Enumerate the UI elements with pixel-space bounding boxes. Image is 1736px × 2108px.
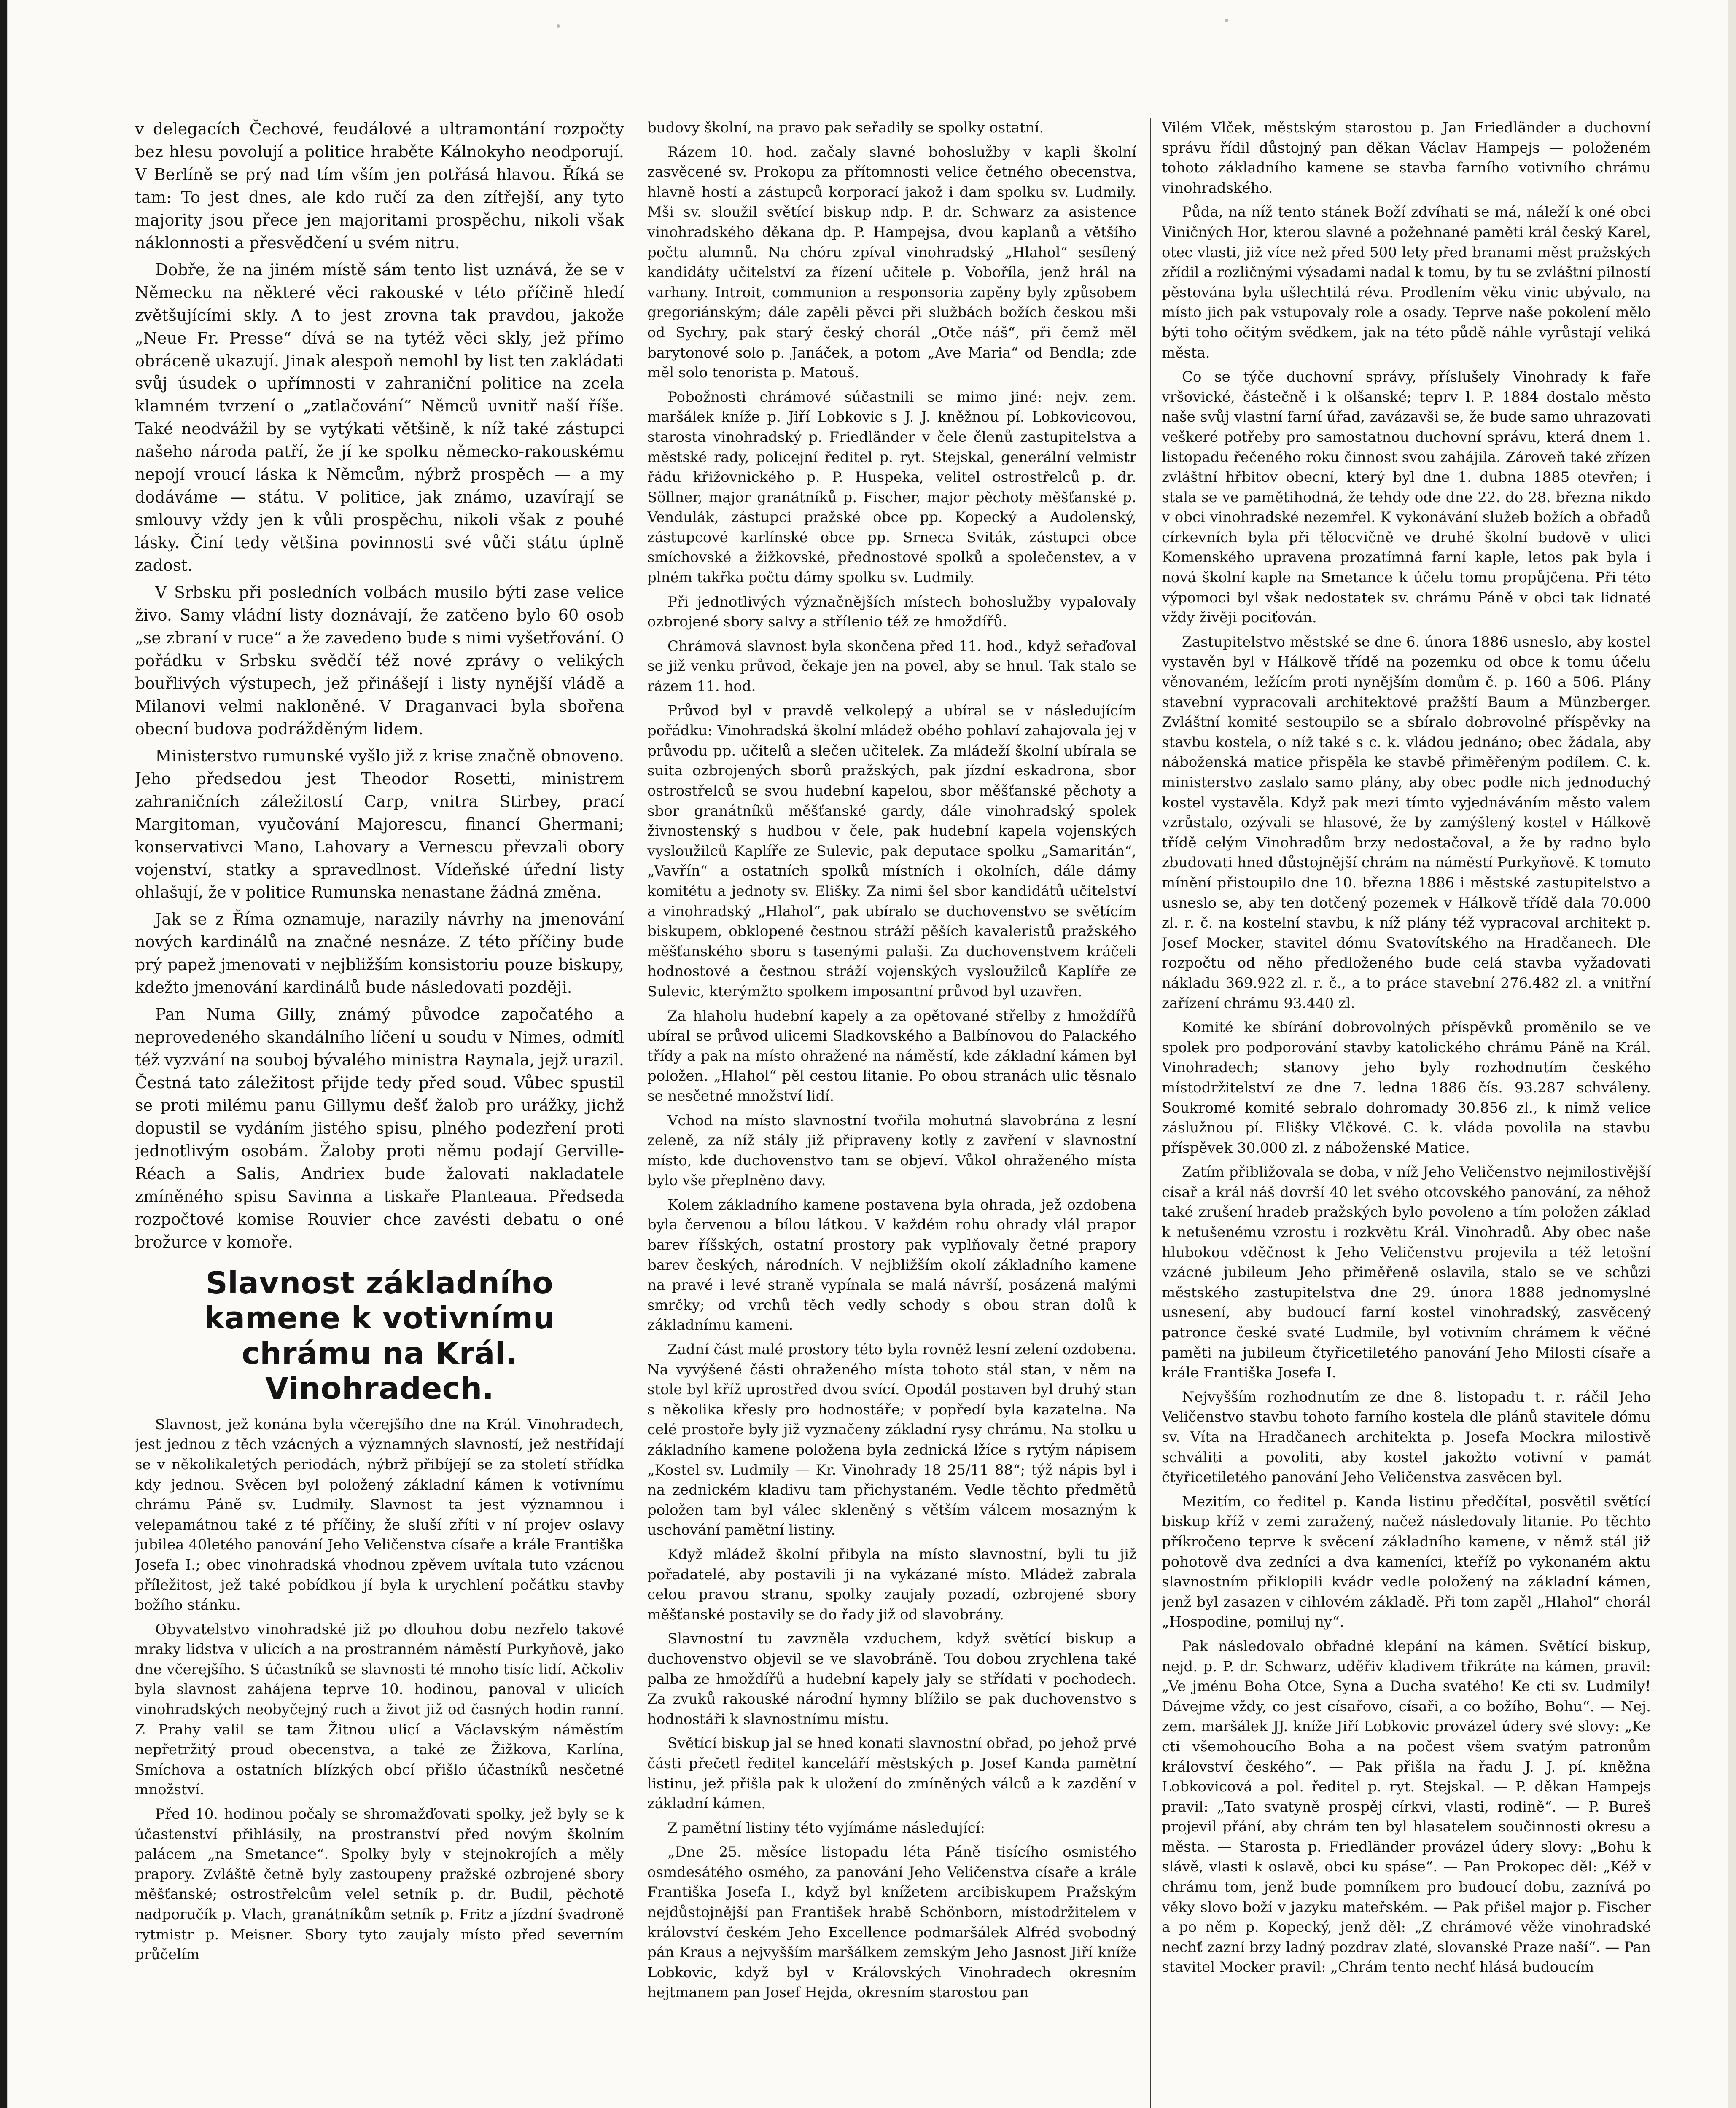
paragraph: Z pamětní listiny této vyjímáme následující: [667, 1819, 985, 1836]
paragraph: Rázem 10. hod. začaly slavné bohoslužby v kapli školní zasvěcené sv. Prokopu za přítomnosti velice četného obecenstva, hlavně hostí a zástupců korporací jakož i dam spolku sv. Ludmily. Mši sv. sloužil světící biskup ndp. P. dr. Schwarz za asistence vinohradského děkana dp. P. Hampejsa, dvou kaplanů a většího počtu alumnů. Na chóru zpíval vinohradský „Hlahol“ sesílený kandidáty učitelství za řízení učitele p. Voboříla, jenž hrál na varhany. Introit, communion a responsoria zapěny byly způsobem gregoriánským; dále zapěli pěvci při službách božích českou mši od Sychry, pak starý český chorál „Otče náš“, při čemž měl barytonové solo p. Janáček, a potom „Ave Maria“ od Bendla; zde měl solo tenorista p. Matouš. [647, 143, 1136, 382]
paragraph: Co se týče duchovní správy, příslušely Vinohrady k faře vršovické, částečně i k olšanské; teprv l. P. 1884 dostalo město naše svůj vlastní farní úřad, zavázavši se, že bude samo uhrazovati veškeré potřeby pro samostatnou duchovní správu, která dnem 1. listopadu řečeného roku činnost svou zahájila. Zároveň také zřízen zvláštní hřbitov obecní, který byl dne 1. dubna 1885 otevřen; i stala se ve pamětihodná, že tehdy ode dne 22. do 28. března nikdo v obci vinohradské nezemřel. K vykonávání služeb božích a obřadů církevních byla při tělocvičně ve druhé školní budově v ulici Komenského upravena prozatímná farní kaple, letos pak byla i nová školní kaple na Smetance k účelu tomu propůjčena. Při této výpomoci byl však nedostatek sv. chrámu Páně v obci tak lidnaté vždy živěji pociťován. [1162, 368, 1651, 626]
paragraph: Pak následovalo obřadné klepání na kámen. Světící biskup, nejd. p. P. dr. Schwarz, uděřiv kladivem třikráte na kámen, pravil: „Ve jménu Boha Otce, Syna a Ducha svatého! Ke cti sv. Ludmily! Dávejme vždy, co jest císařovo, císaři, a co božího, Bohu“. — Nej. zem. maršálek JJ. kníže Jiří Lobkovic provázel údery své slovy: „Ke cti všemohoucího Boha a na počest všem svatým patronům království českého“. — Pak přišla na řadu J. J. pí. kněžna Lobkovicová a pol. ředitel p. ryt. Stejskal. — P. děkan Hampejs pravil: „Tato svatyně prospěj církvi, vlasti, rodině“. — P. Bureš projevil přání, aby chrám ten byl hlasatelem součinnosti okresu a města. — Starosta p. Friedländer provázel údery slovy: „Bohu k slávě, vlasti k oslavě, obci ku spáse“. — Pan Prokopec děl: „Kéž v chrámu tom, jenž bude pomníkem pro budoucí dobu, zaznívá po věky slovo boží v jazyku mateřském. — Pak přišel major p. Fischer a po něm p. Kopecký, jenž děl: „Z chrámové věže vinohradské nechť zazní brzy ladný pozdrav zlaté, slovanské Praze naší“. — Pan stavitel Mocker pravil: „Chrám tento nechť hlásá budoucím [1162, 1637, 1651, 1976]
paragraph: Slavnostní tu zavzněla vzduchem, když světící biskup a duchovenstvo objevil se ve slavobráně. Tou dobou zrychlena také palba ze hmoždířů a hudební kapely jaly se střídati v pochodech. Za zvuků rakouské národní hymny blížilo se pak duchovenstvo s hodnostáři k slavnostnímu místu. [647, 1630, 1136, 1728]
paragraph: Průvod byl v pravdě velkolepý a ubíral se v následujícím pořádku: Vinohradská školní mládež obého pohlaví zahajovala jej v průvodu pp. učitelů a slečen učitelek. Za mládeží školní ubírala se suita ozbrojených sborů pražských, pak jízdní eskadrona, sbor ostrostřelců se svou hudební kapelou, sbor měšťanské pěchoty a sbor granátníků měšťanské gardy, dále vinohradský spolek živnostenský s hudbou v čele, pak hudební kapela vojenských vysloužilců Kaplíře ze Sulevic, pak deputace spolku „Samaritán“, „Vavřín“ a ostatních spolků místních i okolních, dále dámy komitétu a jednoty sv. Elišky. Za nimi šel sbor kandidátů učitelství a vinohradský „Hlahol“, pak ubíralo se duchovenstvo se světícím biskupem, obklopené čestnou stráží pěších kavaleristů pražského měšťanského sboru s tasenými palaši. Za duchovenstvem kráčeli hodnostové a čestnou stráží vojenských vysloužilců Kaplíře ze Sulevic, kterýmžto spolkem imposantní průvod byl uzavřen. [647, 702, 1136, 1000]
article-paragraph: Před 10. hodinou počaly se shromažďovati spolky, jež byly se k účastenství přihlásily, na prostranství před novým školním palácem „na Smetance“. Spolky byly v stejnokrojích a měly prapory. Zvláště četně byly zastoupeny pražské ozbrojené sbory měšťanské; ostrostřelcům velel setník p. dr. Budil, pěchotě nadporučík p. Vlach, granátníkům setník p. Fritz a jízdní švadroně rytmistr p. Meisner. Sbory tyto zaujaly místo před severním průčelím [135, 1806, 624, 1963]
article-paragraph: Obyvatelstvo vinohradské již po dlouhou dobu nezřelo takové mraky lidstva v ulicích a na prostranném náměstí Purkyňově, jako dne včerejšího. S účastníků se slavnosti té mnoho tisíc lidí. Ačkoliv byla slavnost zahájena teprve 10. hodinou, panoval v ulicích vinohradských neobyčejný ruch a život již od časných hodin ranní. Z Prahy valil se tam Žitnou ulicí a Václavským náměstím nepřetržitý proud obecenstva, a také ze Žižkova, Karlína, Smíchova a ostatních blízkých obcí přišlo účastníků nesčetné množství. [135, 1621, 624, 1799]
paragraph: „Dne 25. měsíce listopadu léta Páně tisícího osmistého osmdesátého osmého, za panování Jeho Veličenstva císaře a krále Františka Josefa I., když byl knížetem arcibiskupem Pražským nejdůstojnější pan František hrabě Schönborn, místodržitelem v království českém Jeho Excellence podmaršálek Alfréd svobodný pán Kraus a nejvyšším maršálkem zemským Jeho Jasnost Jiří kníže Lobkovic, když byl v Královských Vinohradech okresním hejtmanem pan Josef Hejda, okresním starostou pan [647, 1844, 1136, 2001]
column-1 [135, 118, 624, 2108]
paragraph: Dobře, že na jiném místě sám tento list uznává, že se v Německu na některé věci rakouské v této příčině hledí zvětšujícími skly. A to jest zrovna tak pravdou, jakože „Neue Fr. Presse“ dívá se na tytéž věci skly, jež přímo obráceně ukazují. Jinak alespoň nemohl by list ten zakládati svůj úsudek o upřímnosti v zahraniční politice na zcela klamném tvrzení o „zatlačování“ Němců uvnitř naší říše. Také neodvážil by se vytýkati většině, k níž také zástupci našeho národa patří, že jí ke spolku německo-rakouskému nepojí vroucí láska k Němcům, nýbrž prospěch — a my dodáváme — státu. V politice, jak známo, uzavírají se smlouvy vždy jen k vůli prospěchu, nikoli však z pouhé lásky. Činí tedy většina povinnosti své vůči státu úplně zadost. [135, 260, 624, 575]
column-rule [1150, 118, 1151, 2108]
column-2 [647, 118, 1136, 2108]
paragraph: V Srbsku při posledních volbách musilo býti zase velice živo. Samy vládní listy doznávají, že zatčeno bylo 60 osob „se zbraní v ruce“ a že zavedeno bude s nimi vyšetřování. O pořádku v Srbsku svědčí též nové zprávy o velikých bouřlivých výstupech, jež přinášejí i listy nynější vládě a Milanovi velmi nakloněné. V Draganvaci byla sbořena obecní budova podrážděným lidem. [135, 583, 624, 738]
paragraph: budovy školní, na pravo pak seřadily se spolky ostatní. [647, 119, 1044, 136]
paragraph: Zastupitelstvo městské se dne 6. února 1886 usneslo, aby kostel vystavěn byl v Hálkově třídě na pozemku od obce k tomu účelu věnovaném, ležícím proti nynějším domům č. p. 160 a 506. Plány stavební vypracovali architektové pražští Baum a Münzberger. Zvláštní komité sestoupilo se a sbíralo dobrovolné příspěvky na stavbu kostela, o níž také s c. k. vládou jednáno; obec žádala, aby náboženská matice přispěla ke stavbě přiměřeným podílem. C. k. ministerstvo zaslalo samo plány, aby obec podle nich jednoduchý kostel vystavěla. Když pak mezi tímto vyjednáváním město valem vzrůstalo, ozývali se hlasové, že by zamýšlený kostel v Hálkově třídě celým Vinohradům brzy nedostačoval, a že by radno bylo zbudovati hned důstojnější chrám na náměstí Purkyňově. K tomuto mínění přistoupilo dne 10. března 1886 i městské zastupitelstvo a usneslo se, aby ten dotčený pozemek v Hálkově třídě dala 70.000 zl. r. č. na kostelní stavbu, k níž plány též vypracoval architekt p. Josef Mocker, stavitel dómu Svatovítského na Hradčanech. Dle rozpočtu od něho předloženého bude celá stavba vyžadovati nákladu 369.922 zl. r. č., a to práce stavební 276.482 zl. a vnitřní zařízení chrámu 93.440 zl. [1162, 633, 1651, 1012]
paragraph: Půda, na níž tento stánek Boží zdvíhati se má, náleží k oné obci Viničných Hor, kterou slavné a požehnané paměti král český Karel, otec vlasti, již více než před 500 lety před branami měst pražských zřídil a rozličnými výsadami nadal k tomu, by tu se zvláštní pilností pěstována byla ušlechtilá réva. Prodlením věku vinic ubývalo, na místo jich pak vstupovaly role a osady. Teprve naše pokolení mělo býti toho očitým svědkem, jak na této půdě náhle vyrůstají veliká města. [1162, 204, 1651, 361]
paragraph: Zadní část malé prostory této byla rovněž lesní zelení ozdobena. Na vyvýšené části ohraženého místa tohoto stál stan, v něm na stole byl kříž uprostřed dvou svící. Opodál postaven byl druhý stan s několika křesly pro hodnostáře; v popředí byla kazatelna. Na celé prostoře byly již vyznačeny základní rysy chrámu. Na stolku u základního kamene položena byla zednická lžíce s rytým nápisem „Kostel sv. Ludmily — Kr. Vinohrady 18 25/11 88“; týž nápis byl i na zednickém kladivu tam přichystaném. Vedle těchto předmětů položen tam byl válec skleněný s větším válcem mosazným k uschování pamětní listiny. [647, 1341, 1136, 1539]
paragraph: Chrámová slavnost byla skončena před 11. hod., když seřaďoval se již venku průvod, čekaje jen na povel, aby se hnul. Tak stalo se rázem 11. hod. [647, 637, 1136, 695]
scan-speck [557, 24, 560, 28]
scan-speck [1225, 19, 1228, 22]
paragraph: Pan Numa Gilly, známý původce započatého a neprovedeného skandálního líčení u soudu v Nimes, odmítl též vyzvání na souboj bývalého ministra Raynala, jejž urazil. Čestná tato záležitost přijde tedy před soud. Vůbec spustil se proti milému panu Gillymu dešť žalob pro urážky, jichž dopustil se vydáním jistého spisu, plného podezření proti jednotlivým osobám. Žaloby proti němu podají Gerville-Réach a Salis, Andriex bude žalovati nakladatele zmíněného spisu Savinna a tiskaře Planteaua. Předseda rozpočtové komise Rouvier chce zavésti debatu o oné brožurce v komoře. [135, 1005, 624, 1251]
article-paragraph: Slavnost, jež konána byla včerejšího dne na Král. Vinohradech, jest jednou z těch vzácných a významných slavností, jež nestřídají se v několikaletých periodách, nýbrž přibíjejí se za století střídka kdy jednou. Svěcen byl položený základní kámen k votivnímu chrámu Páně sv. Ludmily. Slavnost ta jest významnou i velepamátnou také z té příčiny, že sluší zříti v ní projev oslavy jubilea 40letého panování Jeho Veličenstva císaře a krále Františka Josefa I.; obec vinohradská vhodnou zpěvem uvítala tuto vzácnou příležitost, jež také pobídkou jí byla k urychlení počátku stavby božího stánku. [135, 1416, 624, 1614]
paragraph: Zatím přibližovala se doba, v níž Jeho Veličenstvo nejmilostivější císař a král náš dovrší 40 let svého otcovského panování, za něhož také zrušení hradeb pražských bylo povoleno a tím položen základ k netušenému vzrostu i rozkvětu Král. Vinohradů. Aby obec naše hlubokou vděčnost k Jeho Veličenstvu projevila a též letošní vzácné jubileum Jeho přiměřeně oslavila, stalo se ve schůzi městského zastupitelstva dne 29. února 1888 jednomyslné usnesení, aby budoucí farní kostel vinohradský, zasvěcený patronce české svaté Ludmile, byl votivním chrámem k věčné paměti na jubileum čtyřicetiletého panování Jeho Milosti císaře a krále Františka Josefa I. [1162, 1164, 1651, 1382]
paragraph: Při jednotlivých význačnějších místech bohoslužby vypalovaly ozbrojené sbory salvy a střílenio též ze hmoždířů. [647, 593, 1136, 631]
paragraph: Světící biskup jal se hned konati slavnostní obřad, po jehož prvé části přečetl ředitel kanceláří městských p. Josef Kanda pamětní listinu, jež přišla pak k uložení do zmíněných válců a k zazdění v základní kámen. [647, 1735, 1136, 1812]
paragraph: Když mládež školní přibyla na místo slavnostní, byli tu již pořadatelé, aby postavili ji na vykázané místo. Mládež zabrala celou pravou stranu, spolky zaujaly pozadí, ozbrojené sbory měšťanské postavily se do řady již od slavobrány. [647, 1546, 1136, 1623]
paragraph: Vchod na místo slavnostní tvořila mohutná slavobrána z lesní zeleně, za níž stály již připraveny kotly z zavření v slavnostní místo, kde duchovenstvo tam se objeví. Vůkol ohraženého místa bylo vše přeplněno davy. [647, 1112, 1136, 1189]
paragraph: Kolem základního kamene postavena byla ohrada, jež ozdobena byla červenou a bílou látkou. V každém rohu ohrady vlál prapor barev říšských, ostatní prostory pak vyplňovaly četné prapory barev českých, národních. V nejbližším okolí základního kamene na pravé i levé straně vypínala se malá návrší, posázená malými smrčky; od vrchů těch vedly schody s obou stran dolů k základnímu kameni. [647, 1196, 1136, 1334]
paragraph: Vilém Vlček, městským starostou p. Jan Friedländer a duchovní správu řídil důstojný pan děkan Václav Hampejs — položeném tohoto základního kamene se stavba farního votivního chrámu vinohradského. [1162, 119, 1651, 196]
scan-left-edge [0, 0, 8, 2108]
column-3 [1162, 118, 1651, 2108]
paragraph: Za hlaholu hudební kapely a za opětované střelby z hmoždířů ubíral se průvod ulicemi Sladkovského a Balbínovou do Palackého třídy a pak na místo ohražené na náměstí, kde základní kámen byl položen. „Hlahol“ pěl cestou litanie. Po obou stranách ulic těsnalo se nesčetné množství lidí. [647, 1007, 1136, 1105]
article-headline: Slavnost základního kamene k votivnímu chrámu na Král. Vinohradech. [204, 1265, 555, 1406]
paragraph: Jak se z Říma oznamuje, narazily návrhy na jmenování nových kardinálů na značné nesnáze. Z této příčiny bude prý papež jmenovati v nejbližším konsistoriu pouze biskupy, kdežto jmenování kardinálů bude následovati později. [135, 910, 624, 997]
paragraph: Pobožnosti chrámové súčastnili se mimo jiné: nejv. zem. maršálek kníže p. Jiří Lobkovic s J. J. kněžnou pí. Lobkovicovou, starosta vinohradský p. Friedländer v čele členů zastupitelstva a městské rady, policejní ředitel p. ryt. Stejskal, generální velmistr řádu křižovnického p. P. Huspeka, velitel ostrostřelců p. dr. Söllner, major granátníků p. Fischer, major pěchoty měšťanské p. Vendulák, zástupci pražské obce pp. Kopecký a Audolenský, zástupcové karlínské obce pp. Srneca Sviták, zástupci obce smíchovské a žižkovské, přednostové spolků a společenstev, a v plném takřka počtu dámy spolku sv. Ludmily. [647, 388, 1136, 586]
paragraph: Nejvyšším rozhodnutím ze dne 8. listopadu t. r. ráčil Jeho Veličenstvo stavbu tohoto farního kostela dle plánů stavitele dómu sv. Víta na Hradčanech architekta p. Josefa Mockra milostivě schváliti a povoliti, aby kostel jakožto votivní v památ čtyřicetiletého panování Jeho Veličenstva zasvěcen byl. [1162, 1388, 1651, 1486]
paragraph: Ministerstvo rumunské vyšlo již z krise značně obnoveno. Jeho předsedou jest Theodor Rosetti, ministrem zahraničních záležitostí Carp, vnitra Stirbey, prací Margitoman, vyučování Majorescu, financí Ghermani; konservativci Mano, Lahovary a Vernescu převzali obory vojenství, statky a spravedlnost. Vídeňské úřední listy ohlašují, že v politice Rumunska nenastane žádná změna. [135, 746, 624, 902]
paragraph: Komité ke sbírání dobrovolných příspěvků proměnilo se ve spolek pro podporování stavby katolického chrámu Páně na Král. Vinohradech; stanovy jeho byly rozhodnutím českého místodržitelství ze dne 7. ledna 1886 čís. 93.287 schváleny. Soukromé komité sebralo dohromady 30.856 zl., k nimž velice záslužnou pí. Elišky Vlčkové. C. k. vláda povolila na stavbu příspěvek 30.000 zl. z náboženské Matice. [1162, 1019, 1651, 1156]
paragraph: v delegacích Čechové, feudálové a ultramontání rozpočty bez hlesu povolují a politice hraběte Kálnokyho neodporují. V Berlíně se prý nad tím vším jen potřásá hlavou. Říká se tam: To jest dnes, ale kdo ručí za den zítřejší, any tyto majority jsou přece jen majoritami prospěchu, nikoli však náklonnosti a přesvědčení u svém nitru. [135, 120, 624, 252]
paragraph: Mezitím, co ředitel p. Kanda listinu předčítal, posvětil světící biskup kříž v zemi zaražený, načež následovaly litanie. Po těchto příkročeno teprve k svěcení základního kamene, v němž stál již pohotově dva zedníci a dva kameníci, kteříž po vykonaném aktu slavnostním přiklopili kvádr vedle položený na základní kámen, jenž byl zasazen v cihlovém základě. Při tom zapěl „Hlahol“ chorál „Hospodine, pomiluj ny“. [1162, 1493, 1651, 1631]
